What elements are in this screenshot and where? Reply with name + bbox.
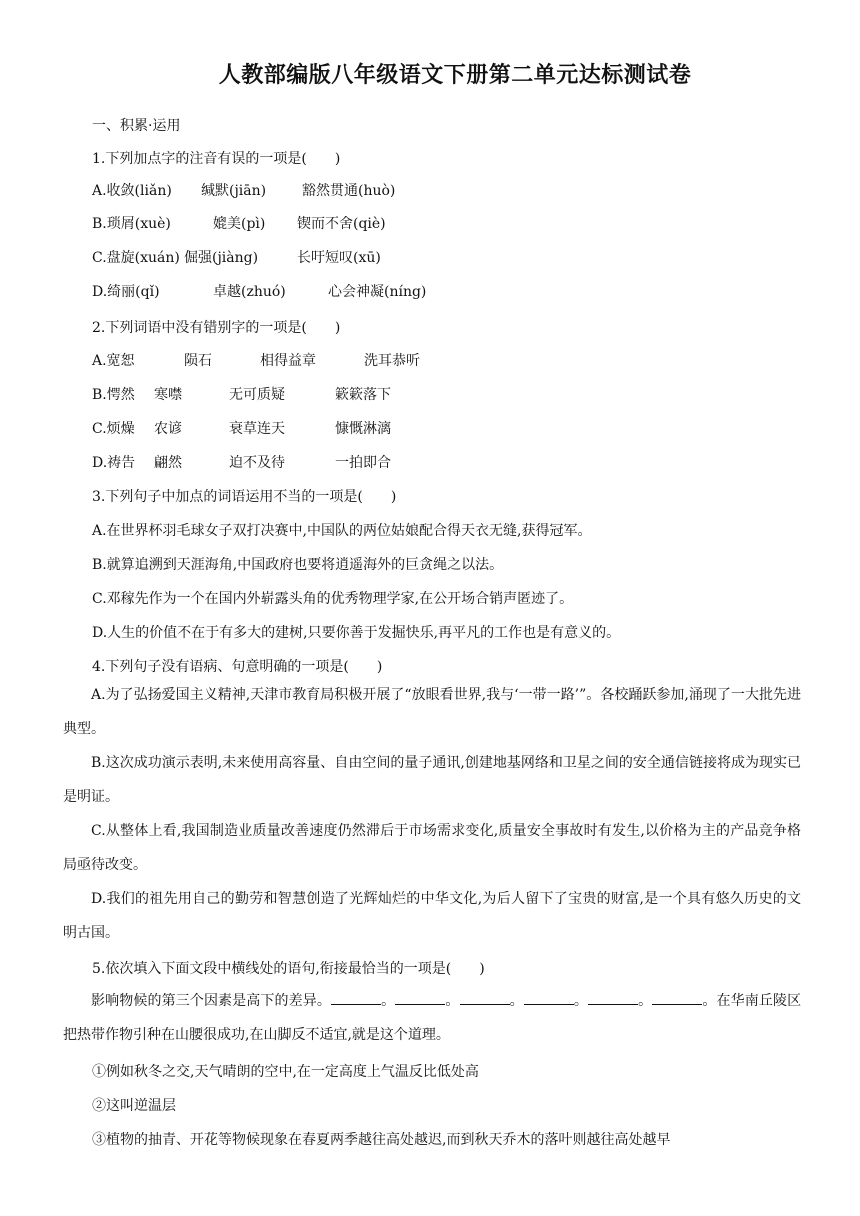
q4-option-a: A.为了弘扬爱国主义精神,天津市教育局积极开展了“放眼看世界,我与‘一带一路’”。各校踊跃参加,涌现了一大批先进典型。 [63, 687, 801, 737]
q1-option-c: C.盘旋(xuán) 倔强(jiàng) 长吁短叹(xū) [92, 250, 381, 266]
q4-option-c: C.从整体上看,我国制造业质量改善速度仍然滞后于市场需求变化,质量安全事故时有发生,以价格为主的产品竞争格局亟待改变。 [63, 823, 801, 873]
answer-blank[interactable] [331, 990, 381, 1005]
q1-option-d: D.绮丽(qǐ) 卓越(zhuó) 心会神凝(níng) [92, 284, 427, 300]
q3-option-d: D.人生的价值不在于有多大的建树,只要你善于发掘快乐,再平凡的工作也是有意义的。 [92, 625, 621, 641]
page-title: 人教部编版八年级语文下册第二单元达标测试卷 [218, 62, 692, 88]
question-5-stem: 5.依次填入下面文段中横线处的语句,衔接最恰当的一项是( ) [92, 961, 485, 977]
answer-blank[interactable] [460, 990, 510, 1005]
answer-blank[interactable] [652, 990, 702, 1005]
q2-option-c: C.烦燥 农谚 衰草连天 慷慨淋漓 [92, 421, 391, 437]
q2-option-d: D.祷告 翩然 迫不及待 一拍即合 [92, 455, 391, 471]
q4-option-b: B.这次成功演示表明,未来使用高容量、自由空间的量子通讯,创建地基网络和卫星之间的安全通信链接将成为现实已是明证。 [63, 755, 801, 805]
question-1-stem: 1.下列加点字的注音有误的一项是( ) [92, 151, 341, 167]
answer-blank[interactable] [524, 990, 574, 1005]
q5-passage: 影响物候的第三个因素是高下的差异。 。 。 。 。 。 。在华南丘陵区把热带作物引种在山腰很成功,在山脚反不适宜,就是这个道理。 [63, 984, 801, 1052]
section-heading: 一、积累·运用 [92, 118, 181, 134]
q2-option-b: B.愕然 寒噤 无可质疑 簌簌落下 [92, 387, 391, 403]
question-2-stem: 2.下列词语中没有错别字的一项是( ) [92, 320, 341, 336]
q3-option-b: B.就算追溯到天涯海角,中国政府也要将逍遥海外的巨贪绳之以法。 [92, 557, 504, 573]
q4-option-d: D.我们的祖先用自己的勤劳和智慧创造了光辉灿烂的中华文化,为后人留下了宝贵的财富,是一个具有悠久历史的文明古国。 [63, 891, 801, 941]
q5-item-1: ①例如秋冬之交,天气晴朗的空中,在一定高度上气温反比低处高 [92, 1064, 479, 1080]
q5-item-2: ②这叫逆温层 [92, 1098, 176, 1114]
question-3-stem: 3.下列句子中加点的词语运用不当的一项是( ) [92, 489, 397, 505]
q3-option-c: C.邓稼先作为一个在国内外崭露头角的优秀物理学家,在公开场合销声匿迹了。 [92, 591, 574, 607]
q1-option-b: B.琐屑(xuè) 媲美(pì) 锲而不舍(qiè) [92, 216, 386, 232]
answer-blank[interactable] [395, 990, 445, 1005]
q2-option-a: A.宽恕 陨石 相得益章 洗耳恭听 [92, 353, 420, 369]
q5-item-3: ③植物的抽青、开花等物候现象在春夏两季越往高处越迟,而到秋天乔木的落叶则越往高处越早 [92, 1132, 671, 1148]
answer-blank[interactable] [588, 990, 638, 1005]
question-4-stem: 4.下列句子没有语病、句意明确的一项是( ) [92, 659, 383, 675]
q1-option-a: A.收敛(liǎn) 缄默(jiān) 豁然贯通(huò) [92, 183, 396, 199]
q3-option-a: A.在世界杯羽毛球女子双打决赛中,中国队的两位姑娘配合得天衣无缝,获得冠军。 [92, 523, 592, 539]
